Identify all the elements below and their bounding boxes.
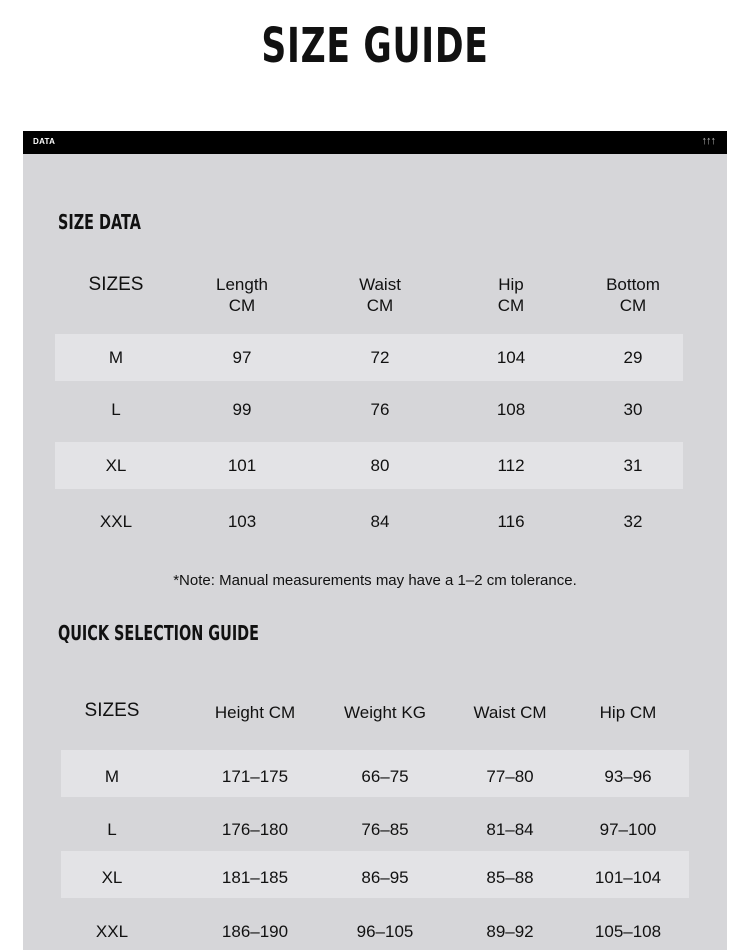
- table-cell: 93–96: [604, 767, 652, 786]
- table-cell: 101–104: [594, 868, 662, 887]
- table-cell: 81–84: [486, 820, 534, 839]
- header-line-2: CM: [497, 296, 525, 315]
- quick-guide-title: QUICK SELECTION GUIDE: [58, 621, 259, 645]
- table-cell: 30: [623, 400, 643, 419]
- header-line-2: CM: [619, 296, 647, 315]
- size-data-header: [325, 274, 435, 316]
- table-cell: 72: [370, 348, 390, 367]
- quick-guide-header: Hip CM: [599, 703, 657, 722]
- table-cell: 84: [370, 512, 390, 531]
- bar-label: DATA: [33, 137, 56, 146]
- measurement-note: *Note: Manual measurements may have a 1–2 cm tolerance.: [173, 572, 577, 589]
- size-data-header: [578, 274, 688, 316]
- header-line-1: Length: [216, 275, 268, 294]
- table-cell: 77–80: [486, 767, 534, 786]
- quick-guide-header: Waist CM: [473, 703, 547, 722]
- table-cell: 112: [497, 456, 525, 475]
- table-cell: 103: [227, 512, 257, 531]
- section-header-bar: [23, 131, 727, 154]
- table-cell: 108: [496, 400, 526, 419]
- table-cell: 76: [370, 400, 390, 419]
- table-cell: M: [104, 767, 120, 786]
- table-cell: L: [111, 400, 121, 419]
- header-line-2: CM: [228, 296, 256, 315]
- table-cell: 97–100: [599, 820, 657, 839]
- size-data-title: SIZE DATA: [58, 210, 141, 234]
- table-cell: 176–180: [221, 820, 289, 839]
- size-data-header: SIZES: [88, 274, 144, 295]
- table-cell: 101: [227, 456, 257, 475]
- up-arrows-icon: ↑↑↑: [701, 135, 715, 147]
- table-cell: 99: [232, 400, 252, 419]
- table-cell: M: [108, 348, 124, 367]
- quick-guide-header: Height CM: [214, 703, 296, 722]
- table-cell: L: [107, 820, 117, 839]
- table-cell: 186–190: [221, 922, 289, 941]
- header-line-1: Bottom: [606, 275, 660, 294]
- quick-guide-header: Weight KG: [344, 703, 426, 722]
- table-cell: XL: [105, 456, 127, 475]
- table-cell: 97: [232, 348, 252, 367]
- header-line-1: Hip: [498, 275, 524, 294]
- table-cell: XL: [101, 868, 123, 887]
- table-cell: 76–85: [361, 820, 409, 839]
- table-cell: 104: [496, 348, 526, 367]
- table-cell: 31: [623, 456, 643, 475]
- table-cell: 89–92: [486, 922, 534, 941]
- table-cell: 66–75: [361, 767, 409, 786]
- table-cell: 29: [623, 348, 643, 367]
- table-cell: 80: [370, 456, 390, 475]
- table-cell: 105–108: [594, 922, 662, 941]
- header-line-1: Waist: [359, 275, 401, 294]
- quick-guide-header: SIZES: [84, 700, 140, 721]
- table-cell: 86–95: [361, 868, 409, 887]
- table-cell: 96–105: [356, 922, 414, 941]
- size-data-header: [456, 274, 566, 316]
- table-cell: XXL: [95, 922, 129, 941]
- header-line-2: CM: [366, 296, 394, 315]
- page-title: SIZE GUIDE: [261, 18, 489, 74]
- size-data-header: [187, 274, 297, 316]
- table-cell: 181–185: [221, 868, 289, 887]
- table-cell: 85–88: [486, 868, 534, 887]
- table-cell: 171–175: [221, 767, 289, 786]
- table-cell: 32: [623, 512, 643, 531]
- table-cell: XXL: [99, 512, 133, 531]
- table-cell: 116: [497, 512, 525, 531]
